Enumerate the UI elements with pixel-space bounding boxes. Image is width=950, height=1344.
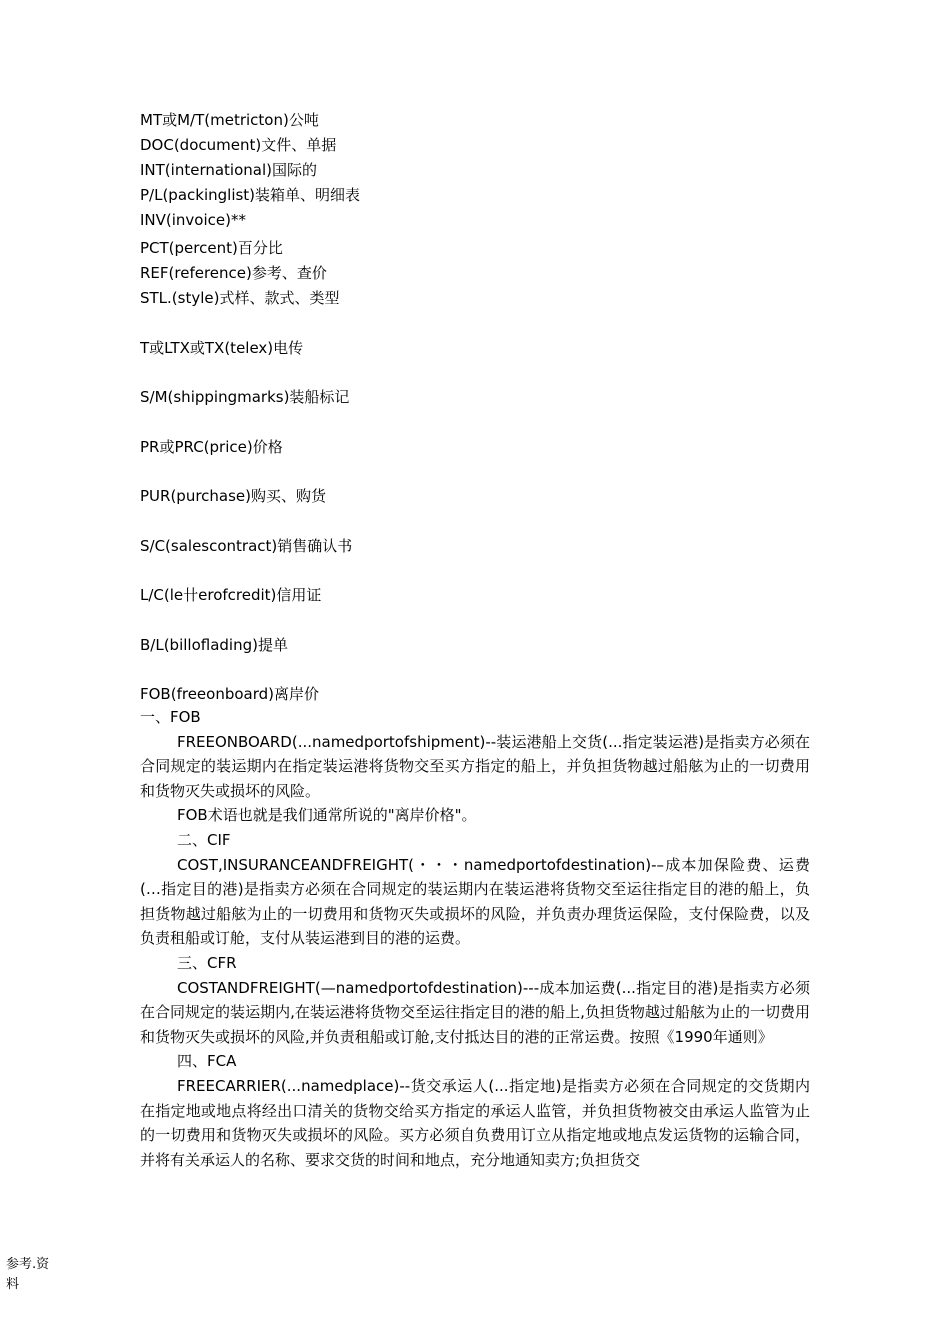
abbr-item: DOC(document)文件、单据 xyxy=(140,136,337,154)
abbr-item: P/L(packinglist)装箱单、明细表 xyxy=(140,186,361,204)
abbr-item: PUR(purchase)购买、购货 xyxy=(140,487,327,505)
footer-label: 参考.资料 xyxy=(6,1257,50,1292)
incoterms-section xyxy=(140,705,810,1172)
section-heading-cif: 二、CIF xyxy=(177,830,231,849)
section-heading-fob: 一、FOB xyxy=(140,708,201,726)
abbr-item: STL.(style)式样、款式、类型 xyxy=(140,289,340,307)
section-heading-cfr: 三、CFR xyxy=(177,953,237,972)
abbr-item: L/C(le卄erofcredit)信用证 xyxy=(140,586,322,604)
abbr-item: MT或M/T(metricton)公吨 xyxy=(140,111,319,129)
abbr-item: S/C(salescontract)销售确认书 xyxy=(140,536,353,555)
abbr-item: T或LTX或TX(telex)电传 xyxy=(140,338,304,357)
abbr-item: FOB(freeonboard)离岸价 xyxy=(140,685,320,703)
abbreviation-list xyxy=(140,108,820,707)
fob-note: FOB术语也就是我们通常所说的"离岸价格"。 xyxy=(177,806,477,825)
section-heading-fca: 四、FCA xyxy=(177,1052,237,1071)
fca-definition: FREECARRIER(...namedplace)--货交承运人(...指定地)是指卖方必须在合同规定的交货期内在指定地或地点将经出口清关的货物交给买方指定的承运人监管，并负担货物被交由承运人监管为止的一切费用和货物灭失或损坏的风险。买方必须自负费用订立从指定地或地点发运货物的运输合同，并将有关承运人的名称、要求交货的时间和地点，充分地通知卖方;负担货交 xyxy=(140,1076,810,1169)
abbr-item: PR或PRC(price)价格 xyxy=(140,437,283,456)
abbr-item: PCT(percent)百分比 xyxy=(140,239,283,257)
cfr-definition: COSTANDFREIGHT(—namedportofdestination)---成本加运费(...指定目的港)是指卖方必须在合同规定的装运期内,在装运港将货物交至运往指定目的港的船上,负担货物越过船舷为止的一切费用和货物灭失或损坏的风险,并负责租船或订舱,支付抵达目的港的正常运费。按照《1990年通则》 xyxy=(140,978,810,1046)
abbr-item: INT(international)国际的 xyxy=(140,161,317,179)
abbr-item: S/M(shippingmarks)装船标记 xyxy=(140,388,350,406)
cif-definition: COST,INSURANCEANDFREIGHT(・・・namedportofdestination)-–成本加保险费、运费(…指定目的港)是指卖方必须在合同规定的装运期内在装运港将货物交至运往指定目的港的船上，负担货物越过船舷为止的一切费用和货物灭失或损坏的风险，并负责办理货运保险，支付保险费，以及负责租船或订舱，支付从装运港到目的港的运费。 xyxy=(140,855,810,948)
abbr-item: REF(reference)参考、查价 xyxy=(140,264,327,282)
abbr-item: INV(invoice)** xyxy=(140,211,246,229)
fob-definition: FREEONBOARD(...namedportofshipment)--装运港船上交货(...指定装运港)是指卖方必须在合同规定的装运期内在指定装运港将货物交至买方指定的船上，并负担货物越过船舷为止的一切费用和货物灭失或损坏的风险。 xyxy=(140,732,810,800)
abbr-item: B/L(billoflading)提单 xyxy=(140,635,288,654)
